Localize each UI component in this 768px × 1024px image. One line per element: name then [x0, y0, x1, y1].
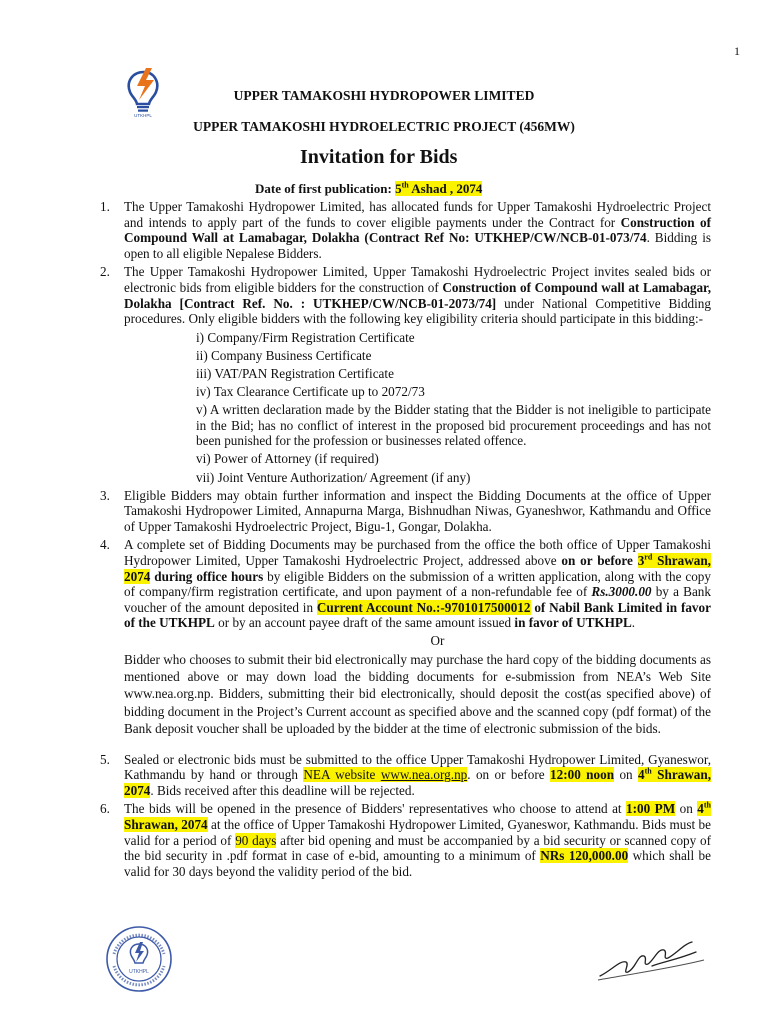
criteria-item: vii) Joint Venture Authorization/ Agreement (if any): [196, 469, 471, 485]
eligibility-criteria: [196, 330, 711, 485]
electronic-bid-note: Bidder who chooses to submit their bid electronically may purchase the hard copy of the bidding documents as mentioned above or may down load the bidding documents for e-submission from NEA’s Web Site www.nea.org.np. Bidders, submitting their bid electronically, should deposit the cost(as specified above) of bidding document in the Project’s Current account as specified above and the scanned copy (pdf format) of the Bank deposit voucher shall be uploaded by the bidder at the time of electronic submission of the bids.: [124, 651, 711, 737]
paragraph-3: 3. Eligible Bidders may obtain further information and inspect the Bidding Documents at the office of Upper Tamakoshi Hydropower Limited, Annapurna Marga, Bishnudhan Niwas, Gyaneshwor, Kathmandu and Office of Upper Tamakoshi Hydroelectric Project, Bigu-1, Gongar, Dolakha.: [100, 487, 711, 534]
company-name: UPPER TAMAKOSHI HYDROPOWER LIMITED: [233, 88, 535, 103]
or-separator: Or: [430, 632, 445, 648]
page-number: 1: [734, 44, 740, 58]
paragraph-4: 4. A complete set of Bidding Documents may be purchased from the office the both office of Upper Tamakoshi Hydropower Limited, Upper Tamakoshi Hydroelectric Project, addressed above on or before 3rd Shrawan, 2074 during office hours by eligible Bidders on the submission of a written application, along with the copy of company/firm registration certificate, and upon payment of a non-refundable fee of Rs.3000.00 by a Bank voucher of the amount deposited in Current Account No.:-9701017500012 of Nabil Bank Limited in favor of the UTKHPL or by an account payee draft of the same amount issued in favor of UTKHPL. Or Bidder who chooses to submit their bid electronically may purchase the hard copy of the bidding documents as mentioned above or may down load the bidding documents for e-submission from NEA’s Web Site www.nea.org.np. Bidders, submitting their bid electronically, should deposit the cost(as specified above) of bidding document in the Project’s Current account as specified above and the scanned copy (pdf format) of the Bank deposit voucher shall be uploaded by the bidder at the time of electronic submission of the bids.: [100, 537, 711, 737]
criteria-item: i) Company/Firm Registration Certificate: [196, 329, 415, 345]
svg-text:UTKHPL: UTKHPL: [134, 113, 152, 118]
publication-date: Date of first publication: 5th Ashad , 2074: [255, 180, 483, 196]
paragraph-1: 1. The Upper Tamakoshi Hydropower Limited, has allocated funds for Upper Tamakoshi Hydroelectric Project and intends to apply part of the funds to cover eligible payments under the Contract for Construction of Compound Wall at Lamabagar, Dolakha (Contract Ref No: UTKHEP/CW/NCB-01-073/74. Bidding is open to all eligible Nepalese Bidders.: [100, 199, 711, 261]
project-name: UPPER TAMAKOSHI HYDROELECTRIC PROJECT (456MW): [193, 119, 575, 134]
nea-website-link[interactable]: www.nea.org.np: [380, 767, 468, 783]
signature-icon: [592, 930, 712, 986]
paragraph-2: 2. The Upper Tamakoshi Hydropower Limited, Upper Tamakoshi Hydroelectric Project invites sealed bids or electronic bids from eligible bidders for the construction of Construction of Compound wall at Lamabagar, Dolakha [Contract Ref. No. : UTKHEP/CW/NCB-01-2073/74] under National Competitive Bidding procedures. Only eligible bidders with the following key eligibility criteria should participate in this bidding:-: [100, 264, 711, 327]
criteria-item: iv) Tax Clearance Certificate up to 2072/73: [196, 384, 425, 400]
company-seal-icon: [104, 924, 174, 994]
bid-body: [100, 199, 712, 882]
svg-text:UTKHPL: UTKHPL: [129, 969, 149, 975]
criteria-item: vi) Power of Attorney (if required): [196, 451, 379, 467]
page-title: Invitation for Bids: [300, 146, 458, 168]
criteria-item: ii) Company Business Certificate: [196, 347, 372, 363]
criteria-item: iii) VAT/PAN Registration Certificate: [196, 365, 394, 381]
paragraph-6: 6. The bids will be opened in the presence of Bidders' representatives who choose to attend at 1:00 PM on 4th Shrawan, 2074 at the office of Upper Tamakoshi Hydropower Limited, Gyaneswor, Kathmandu. Bids must be valid for a period of 90 days after bid opening and must be accompanied by a bid security or scanned copy of the bid security in .pdf format in case of e-bid, amounting to a minimum of NRs 120,000.00 which shall be valid for 30 days beyond the validity period of the bid.: [100, 800, 712, 879]
criteria-item: v) A written declaration made by the Bidder stating that the Bidder is not ineligible to participate in the Bid; has no conflict of interest in the proposed bid procurement proceedings and has not been punished for the profession or businesses related offence.: [196, 402, 711, 449]
paragraph-5: 5. Sealed or electronic bids must be submitted to the office Upper Tamakoshi Hydropower Limited, Gyaneswor, Kathmandu by hand or through NEA website www.nea.org.np. on or before 12:00 noon on 4th Shrawan, 2074. Bids received after this deadline will be rejected.: [100, 751, 712, 798]
